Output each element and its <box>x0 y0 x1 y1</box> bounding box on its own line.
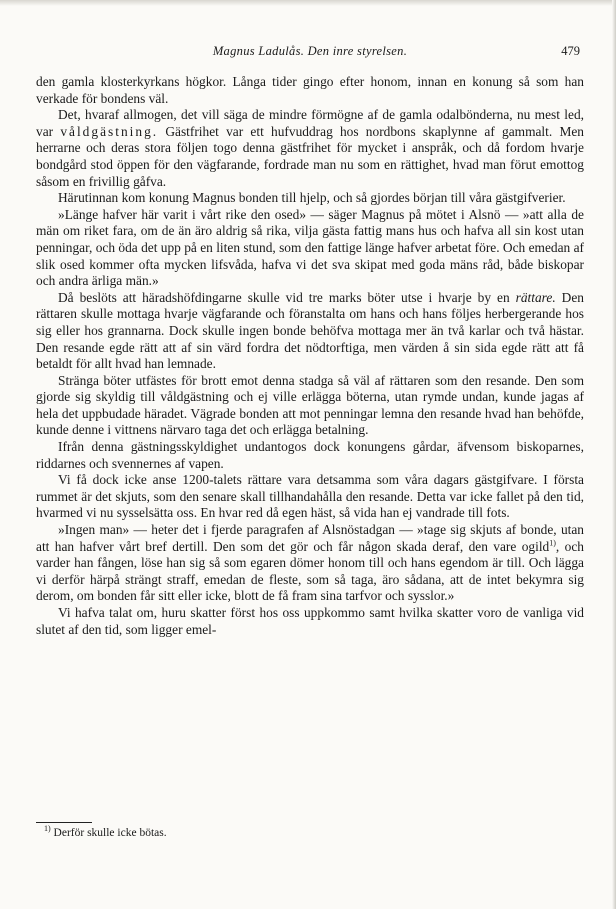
running-title: Magnus Ladulås. Den inre styrelsen. <box>212 44 408 58</box>
paragraph-text: Härutinnan kom konung Magnus bonden till hjelp, och så gjordes början till våra gästgifverier. <box>58 190 566 206</box>
italic-term: rättare. <box>515 289 556 305</box>
paragraph <box>36 373 584 439</box>
paragraph-text: Den rättaren skulle mottaga hvarje vägfarande och föranstalta om hans och hans följes herbergerande hos sig eller hos grannarna. Dock skulle ingen bonde behöfva mottaga mer än två karlar och två hästar. Den resande egde rätt att af sin värd fordra det nödtorftiga, men värden å sin sida egde rätt att få betaldt för allt hvad han lemnade. <box>36 289 584 372</box>
paragraph <box>36 472 584 522</box>
paragraph <box>36 190 584 207</box>
footnote-rule <box>36 822 92 823</box>
paragraph-text: Vi hafva talat om, huru skatter först hos oss uppkommo samt hvilka skatter voro de vanliga vid slutet af den tid, som ligger emel- <box>36 605 584 637</box>
footnote-marker: 1) <box>44 824 51 834</box>
running-head <box>36 44 584 62</box>
page-edge-top <box>0 0 616 6</box>
paragraph <box>36 605 584 638</box>
paragraph-text: den gamla klosterkyrkans högkor. Långa tider gingo efter honom, innan en konung så som han verkade för bondens väl. <box>36 74 584 106</box>
paragraph-text: »Länge hafver här varit i vårt rike den osed» — säger Magnus på mötet i Alsnö — »att alla de män om riket fara, om de än äro aldrig så rika, vilja gästa fattig mans hus och hafva all sin kost utan penningar, och öda det upp på en liten stund, som den fattige länge hafver arbetat före. Och emedan af slik osed kommer ofta mycken lifsvåda, hafva vi det sva skipat med goda mäns råd, både biskopar och andra ärliga män.» <box>36 206 584 289</box>
paragraph-text: , och varder han fången, löse han sig så som egaren dömer honom till och hans egendom är till. Och lägga vi derför härpå strängt straff, emedan de fleste, som så taga, äro sådana, att de intet bekymra sig derom, om bonden får sitt eller icke, blott de få fram sina tarfvor och sysslor.» <box>36 538 584 604</box>
paragraph-text: Ifrån denna gästningsskyldighet undantogos dock konungens gårdar, äfvensom biskoparnes, riddarnes och svennernes af vapen. <box>36 439 584 471</box>
paragraph <box>36 439 584 472</box>
paragraph-text: Vi få dock icke anse 1200-talets rättare vara detsamma som våra dagars gästgifvare. I första rummet är det skjuts, som den senare skall tillhandahålla den resande. Detta var icke fallet på den tid, hvarmed vi nu sysselsätta oss. En hvar red då egen häst, så vida han ej vandrade till fots. <box>36 472 584 521</box>
paragraph <box>36 522 584 605</box>
paragraph <box>36 290 584 373</box>
spaced-emphasis: våldgästning. <box>60 123 159 139</box>
footnote-reference[interactable]: 1) <box>549 538 556 548</box>
paragraph-text: Stränga böter utfästes för brott emot denna stadga så väl af rättaren som den resande. Den som gjorde sig skyldig till våldgästning och ej ville erlägga böterna, utan rymde undan, kunde jagas af hela det uppbudade häradet. Vägrade bonden att mot penningar lemna den resande hvad han behöfde, kunde denne i vittnens närvaro taga det och erlägga betalning. <box>36 372 584 438</box>
paragraph <box>36 207 584 290</box>
paragraph <box>36 107 584 190</box>
paragraph-text: Gästfrihet var ett hufvuddrag hos nordbons skaplynne af gammalt. Men herrarne och deras stora följen togo denna gästfrihet för mycket i anspråk, och då fordom hvarje bondgård stod öppen för den vägfarande, fordrade man nu som en rättighet, hvad man förut emottog såsom en frivillig gåfva. <box>36 123 584 189</box>
paragraph-text: Det, hvaraf allmogen, det vill säga de mindre förmögne af de gamla odalbönderna, nu mest led, var <box>36 107 584 139</box>
page-edge-right <box>612 0 616 909</box>
footnote <box>44 826 564 840</box>
paragraph-text: Då beslöts att häradshöfdingarne skulle vid tre marks böter utse i hvarje by en <box>58 289 516 305</box>
footnote-text: Derför skulle icke bötas. <box>53 827 167 839</box>
page-number: 479 <box>561 44 580 58</box>
text-body <box>36 74 584 638</box>
paragraph <box>36 74 584 107</box>
paragraph-text: »Ingen man» — heter det i fjerde paragrafen af Alsnöstadgan — »tage sig skjuts af bonde, utan att han hafver vårt bref dertill. Den som det gör och får någon skada deraf, den vare ogild <box>36 522 584 554</box>
